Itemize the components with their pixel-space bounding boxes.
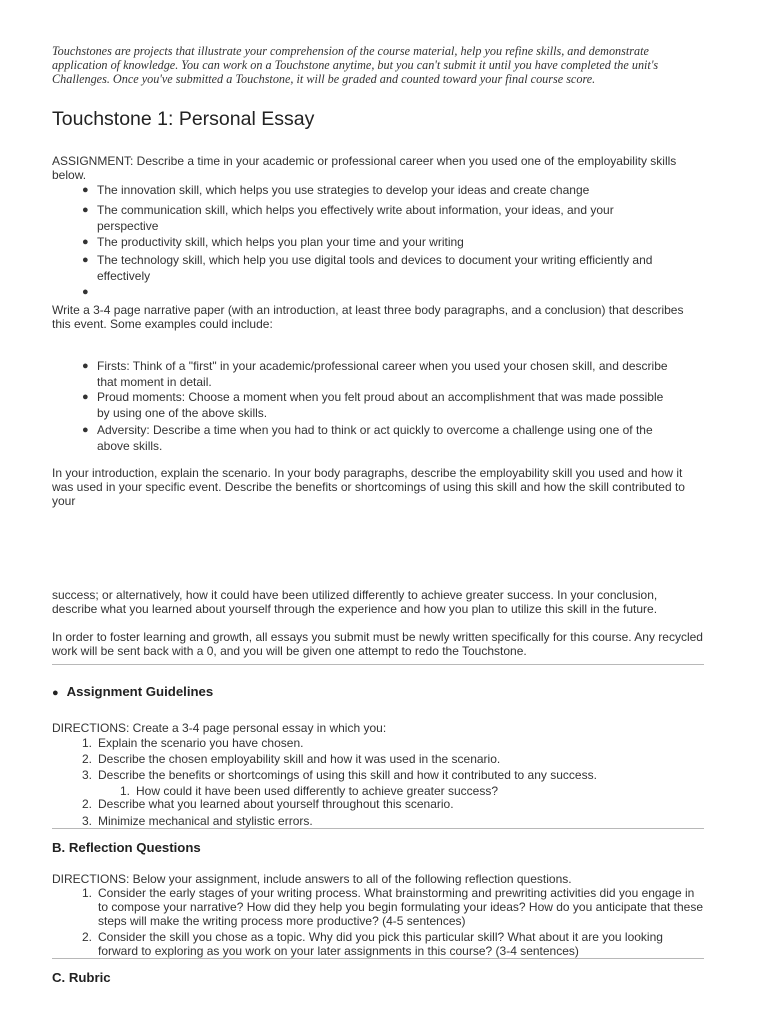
- rubric-heading: C. Rubric: [52, 970, 111, 985]
- list-number: 2.: [82, 752, 93, 766]
- reflection-item: Consider the early stages of your writing process. What brainstorming and prewriting activities did you engage in to compose your narrative? How did they help you begin formulating your ideas? How do you anticipate that these steps will make the writing process more productive? (4-5 sentences): [98, 886, 704, 928]
- reflection-heading: B. Reflection Questions: [52, 840, 201, 855]
- list-number: 2.: [82, 930, 93, 944]
- assignment-text: ASSIGNMENT: Describe a time in your academic or professional career when you used one of the employability skills below.: [52, 154, 677, 182]
- bullet-icon: ●: [82, 254, 89, 266]
- guidelines-heading-label: Assignment Guidelines: [66, 684, 214, 699]
- list-number: 1.: [82, 736, 93, 750]
- skill-item: The innovation skill, which helps you use strategies to develop your ideas and create change: [97, 183, 590, 197]
- example-item: Adversity: Describe a time when you had to think or act quickly to overcome a challenge using one of the above skills.: [97, 423, 653, 453]
- reflection-directions: DIRECTIONS: Below your assignment, include answers to all of the following reflection questions.: [52, 872, 572, 886]
- guideline-item: Minimize mechanical and stylistic errors.: [98, 814, 313, 828]
- divider: [52, 958, 704, 959]
- list-number: 1.: [120, 784, 131, 798]
- guidelines-heading: [52, 684, 213, 699]
- intro-note: Touchstones are projects that illustrate your comprehension of the course material, help you refine skills, and demonstrate application of knowledge. You can work on a Touchstone anytime, but you can't submit it until you have completed the unit's Challenges. Once you've submitted a Touchstone, it will be graded and counted toward your final course score.: [52, 44, 659, 86]
- skill-item: The technology skill, which help you use digital tools and devices to document your writing efficiently and effectively: [97, 253, 653, 283]
- divider: [52, 664, 704, 665]
- skill-item: The communication skill, which helps you effectively write about information, your ideas, and your perspective: [97, 203, 614, 233]
- bullet-icon: ●: [82, 360, 89, 372]
- bullet-icon: ●: [82, 286, 89, 298]
- structure-paragraph: In your introduction, explain the scenario. In your body paragraphs, describe the employability skill you used and how it was used in your specific event. Describe the benefits or shortcomings of using this skill and how the skill contributed to your: [52, 466, 685, 508]
- example-item: Proud moments: Choose a moment when you felt proud about an accomplishment that was made possible by using one of the above skills.: [97, 390, 664, 420]
- bullet-icon: ●: [82, 391, 89, 403]
- bullet-icon: ●: [82, 236, 89, 248]
- guideline-item: Describe the benefits or shortcomings of using this skill and how it contributed to any success.: [98, 768, 597, 782]
- recycle-paragraph: In order to foster learning and growth, all essays you submit must be newly written specifically for this course. Any recycled work will be sent back with a 0, and you will be given one attempt to redo the Touchstone.: [52, 630, 703, 658]
- guideline-item: Explain the scenario you have chosen.: [98, 736, 304, 750]
- example-item: Firsts: Think of a "first" in your academic/professional career when you used your chosen skill, and describe that moment in detail.: [97, 359, 668, 389]
- divider: [52, 828, 704, 829]
- list-number: 1.: [82, 886, 93, 900]
- list-number: 3.: [82, 768, 93, 782]
- reflection-item: Consider the skill you chose as a topic. Why did you pick this particular skill? What about it are you looking forward to exploring as you work on your later assignments in this course? (3-4 sentences): [98, 930, 663, 958]
- write-paragraph: Write a 3-4 page narrative paper (with an introduction, at least three body paragraphs, and a conclusion) that describes this event. Some examples could include:: [52, 303, 684, 331]
- structure-paragraph-continued: success; or alternatively, how it could have been utilized differently to achieve greater success. In your conclusion, describe what you learned about yourself through the experience and how you plan to utilize this skill in the future.: [52, 588, 658, 616]
- bullet-icon: ●: [82, 204, 89, 216]
- skill-item: The productivity skill, which helps you plan your time and your writing: [97, 235, 464, 249]
- list-number: 3.: [82, 814, 93, 828]
- bullet-icon: ●: [82, 184, 89, 196]
- list-number: 2.: [82, 797, 93, 811]
- bullet-icon: ●: [82, 424, 89, 436]
- guideline-item: Describe the chosen employability skill and how it was used in the scenario.: [98, 752, 501, 766]
- guidelines-directions: DIRECTIONS: Create a 3-4 page personal essay in which you:: [52, 721, 387, 735]
- page-title: Touchstone 1: Personal Essay: [52, 108, 315, 130]
- bullet-icon: ●: [52, 687, 59, 699]
- guideline-subitem: How could it have been used differently to achieve greater success?: [136, 784, 498, 798]
- guideline-item: Describe what you learned about yourself throughout this scenario.: [98, 797, 454, 811]
